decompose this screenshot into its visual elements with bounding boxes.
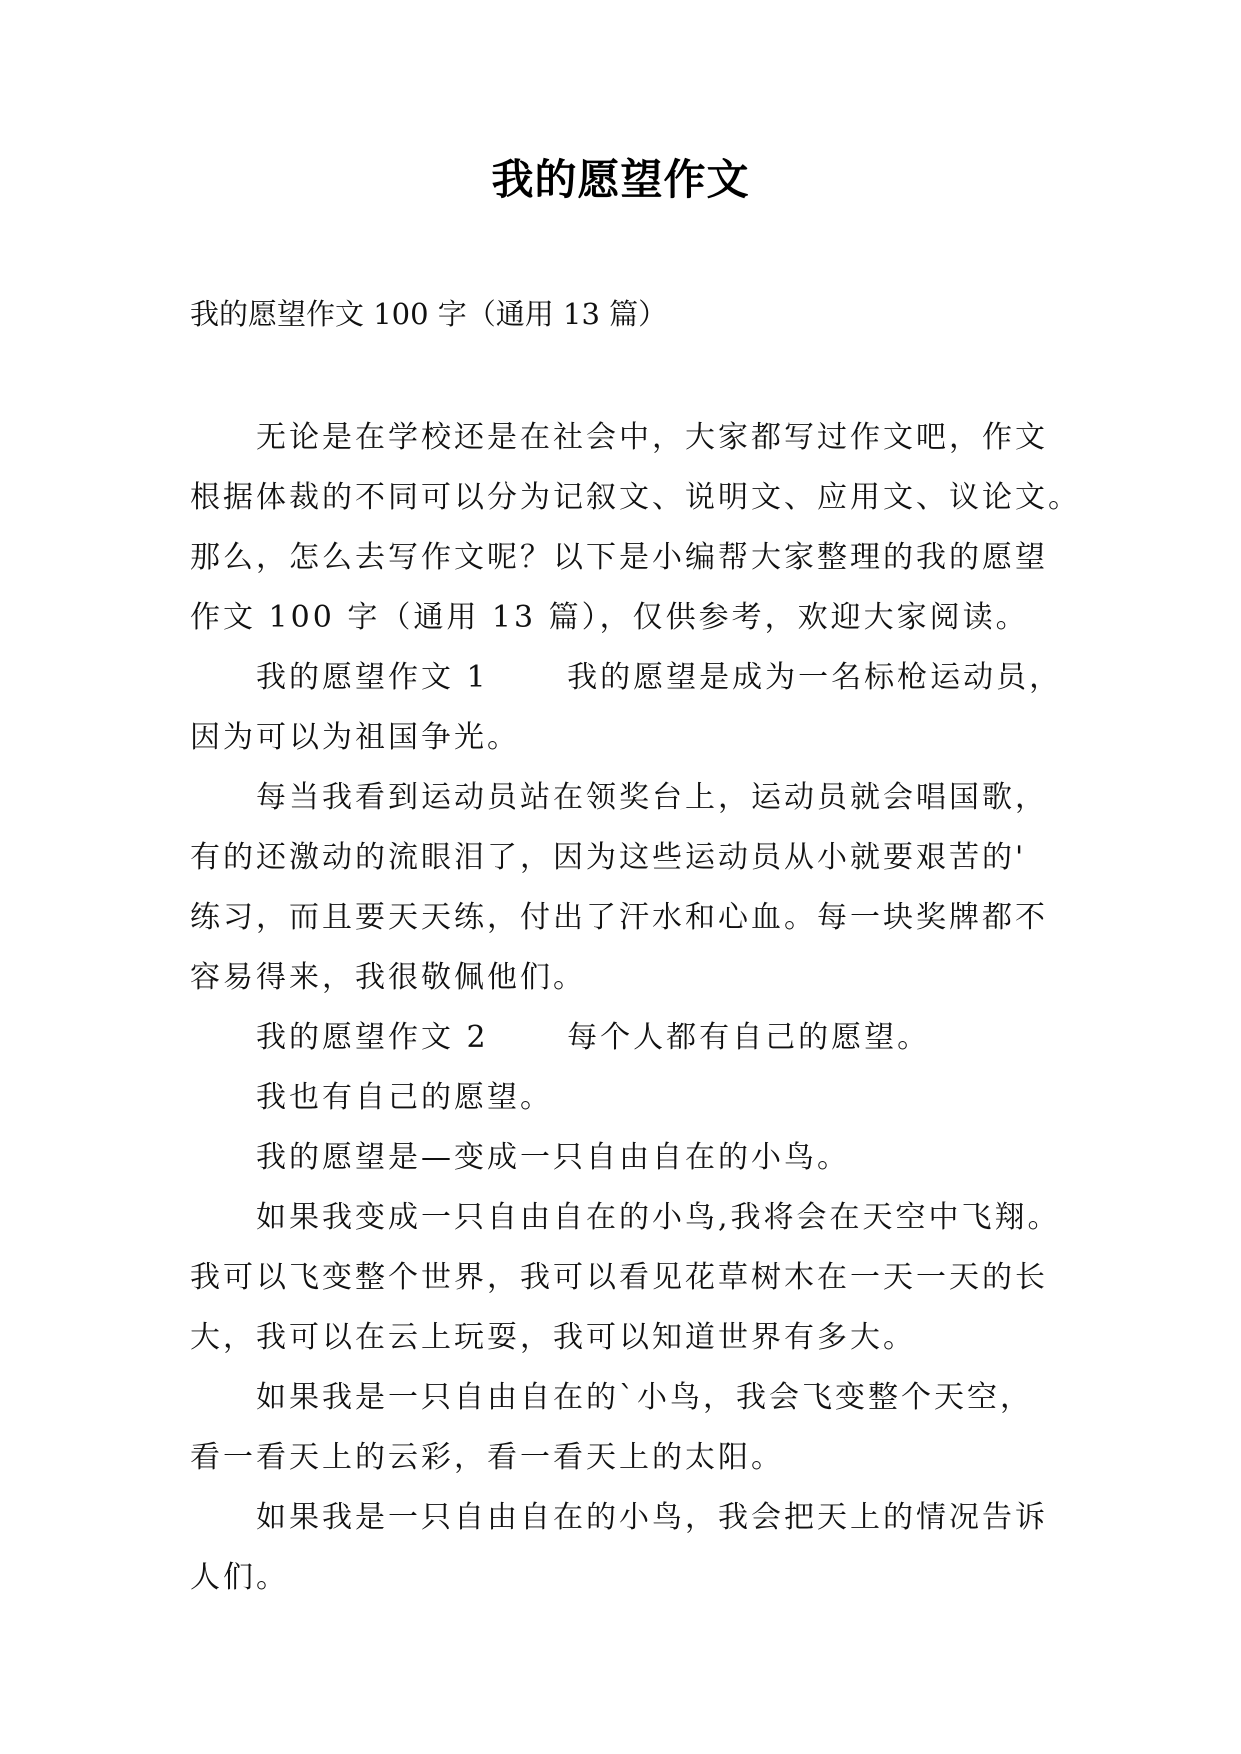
paragraph-line: 大，我可以在云上玩耍，我可以知道世界有多大。 (190, 1320, 916, 1355)
paragraph-line: 看一看天上的云彩，看一看天上的太阳。 (190, 1440, 784, 1475)
paragraph-line: 根据体裁的不同可以分为记叙文、说明文、应用文、议论文。 (190, 480, 1081, 515)
paragraph-line: 那么，怎么去写作文呢？以下是小编帮大家整理的我的愿望 (190, 540, 1048, 575)
paragraph-line: 我可以飞变整个世界，我可以看见花草树木在一天一天的长 (190, 1260, 1048, 1295)
paragraph-line: 我的愿望作文 2 每个人都有自己的愿望。 (256, 1020, 931, 1055)
paragraph-line: 我的愿望作文 1 我的愿望是成为一名标枪运动员， (256, 660, 1063, 695)
paragraph-line: 如果我是一只自由自在的`小鸟，我会飞变整个天空， (256, 1380, 1033, 1415)
paragraph-line: 我的愿望是—变成一只自由自在的小鸟。 (256, 1140, 850, 1175)
paragraph-line: 人们。 (190, 1560, 289, 1595)
paragraph-line: 容易得来，我很敬佩他们。 (190, 960, 586, 995)
paragraph-line: 如果我变成一只自由自在的小鸟,我将会在天空中飞翔。 (256, 1200, 1061, 1235)
paragraph-line: 有的还激动的流眼泪了，因为这些运动员从小就要艰苦的' (190, 840, 1027, 875)
document-title: 我的愿望作文 (491, 155, 750, 204)
paragraph-line: 无论是在学校还是在社会中，大家都写过作文吧，作文 (256, 420, 1048, 455)
paragraph-line: 作文 100 字（通用 13 篇），仅供参考，欢迎大家阅读。 (190, 600, 1029, 635)
document-body (190, 408, 1081, 1608)
paragraph-line: 如果我是一只自由自在的小鸟，我会把天上的情况告诉 (256, 1500, 1048, 1535)
paragraph-line: 每当我看到运动员站在领奖台上，运动员就会唱国歌， (256, 780, 1048, 815)
paragraph-line: 我也有自己的愿望。 (256, 1080, 553, 1115)
paragraph-line: 练习，而且要天天练，付出了汗水和心血。每一块奖牌都不 (190, 900, 1048, 935)
document-subtitle: 我的愿望作文 100 字（通用 13 篇） (190, 297, 668, 331)
paragraph-line: 因为可以为祖国争光。 (190, 720, 520, 755)
